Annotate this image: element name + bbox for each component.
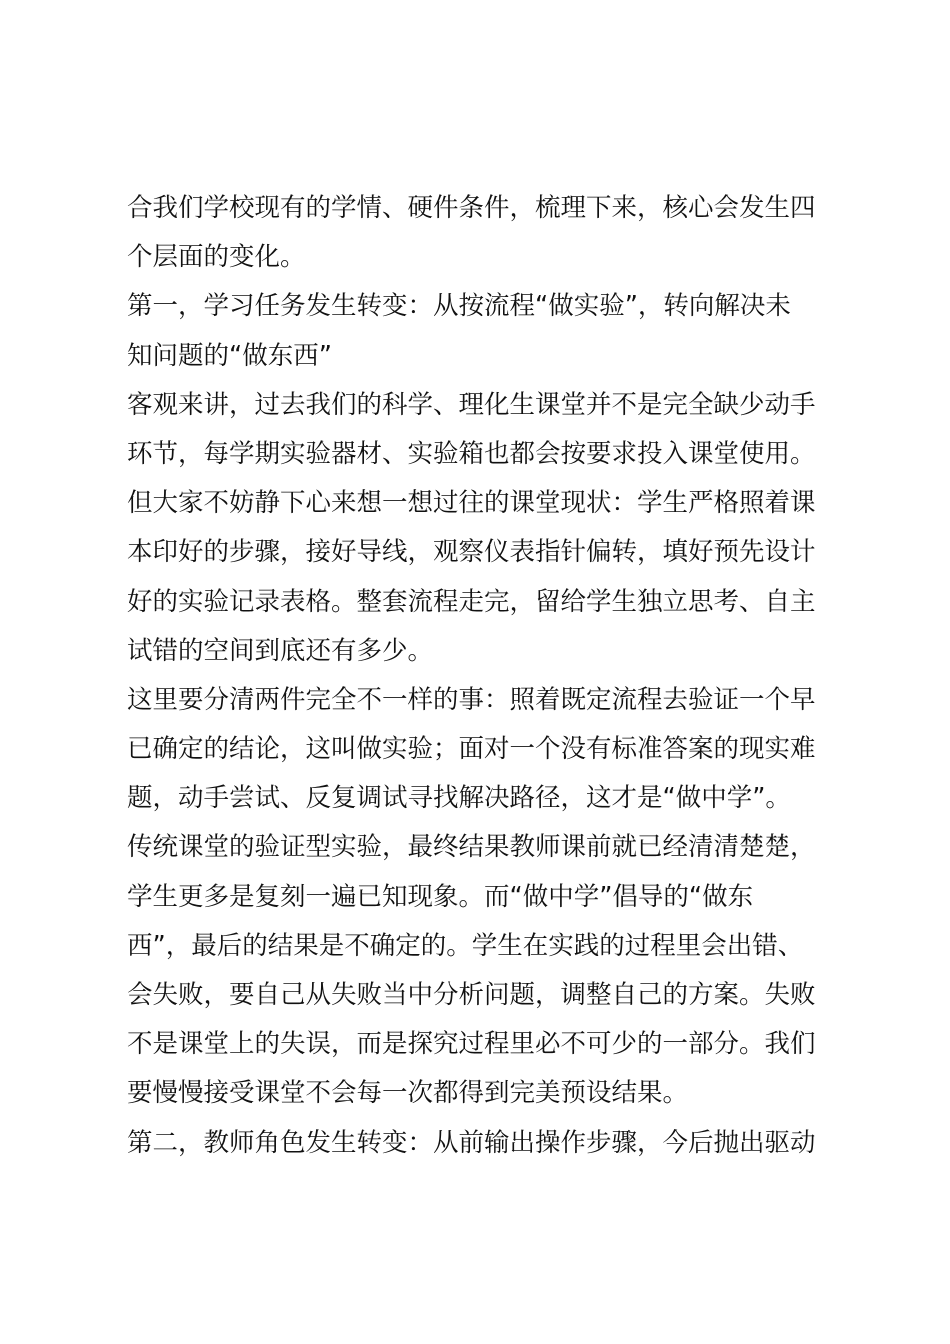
text-line-13: 题，动手尝试、反复调试寻找解决路径，这才是“做中学”。 — [127, 783, 791, 814]
text-line-15: 学生更多是复刻一遍已知现象。而“做中学”倡导的“做东 — [127, 881, 754, 912]
text-line-12: 已确定的结论，这叫做实验；面对一个没有标准答案的现实难 — [127, 734, 816, 765]
text-line-1: 合我们学校现有的学情、硬件条件，梳理下来，核心会发生四 — [127, 193, 816, 223]
section-heading-1-line-1: 第一，学习任务发生转变：从按流程“做实验”，转向解决未 — [127, 291, 791, 322]
text-line-10: 试错的空间到底还有多少。 — [127, 635, 434, 666]
text-line-8: 本印好的步骤，接好导线，观察仪表指针偏转，填好预先设计 — [127, 537, 816, 568]
text-line-11: 这里要分清两件完全不一样的事：照着既定流程去验证一个早 — [127, 684, 816, 715]
text-line-6: 环节，每学期实验器材、实验箱也都会按要求投入课堂使用。 — [127, 438, 816, 469]
body-text — [127, 184, 839, 1168]
text-line-9: 好的实验记录表格。整套流程走完，留给学生独立思考、自主 — [127, 586, 816, 617]
text-line-5: 客观来讲，过去我们的科学、理化生课堂并不是完全缺少动手 — [127, 389, 816, 420]
section-heading-1-line-2: 知问题的“做东西” — [127, 340, 332, 371]
text-line-7: 但大家不妨静下心来想一想过往的课堂现状：学生严格照着课 — [127, 488, 816, 519]
text-line-17: 会失败，要自己从失败当中分析问题，调整自己的方案。失败 — [127, 980, 816, 1010]
section-heading-2-line-1: 第二，教师角色发生转变：从前输出操作步骤，今后抛出驱动 — [127, 1127, 816, 1158]
text-line-19: 要慢慢接受课堂不会每一次都得到完美预设结果。 — [127, 1078, 689, 1109]
text-line-14: 传统课堂的验证型实验，最终结果教师课前就已经清清楚楚， — [127, 832, 816, 863]
text-line-2: 个层面的变化。 — [127, 242, 306, 273]
text-line-16: 西”，最后的结果是不确定的。学生在实践的过程里会出错、 — [127, 930, 804, 961]
text-line-18: 不是课堂上的失误，而是探究过程里必不可少的一部分。我们 — [127, 1029, 816, 1060]
